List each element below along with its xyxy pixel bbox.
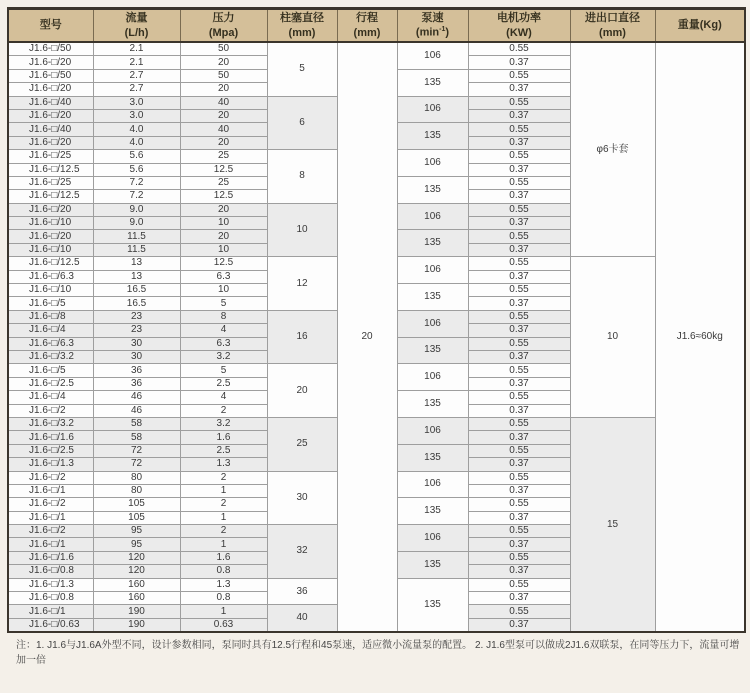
cell-pump-speed: 135	[397, 391, 468, 418]
cell-motor-power: 0.37	[468, 297, 570, 310]
cell-motor-power: 0.55	[468, 498, 570, 511]
cell-flow: 11.5	[93, 243, 180, 256]
cell-flow: 23	[93, 310, 180, 323]
cell-plunger-diameter: 20	[267, 364, 337, 418]
cell-flow: 30	[93, 350, 180, 363]
cell-model: J1.6-□/5	[8, 364, 93, 377]
cell-flow: 190	[93, 605, 180, 618]
cell-pressure: 2	[180, 471, 267, 484]
cell-flow: 105	[93, 511, 180, 524]
cell-model: J1.6-□/20	[8, 56, 93, 69]
cell-pressure: 40	[180, 123, 267, 136]
cell-flow: 2.7	[93, 83, 180, 96]
cell-model: J1.6-□/40	[8, 96, 93, 109]
cell-model: J1.6-□/1.3	[8, 458, 93, 471]
cell-motor-power: 0.37	[468, 618, 570, 632]
col-header-pump-speed: 泵速 $(\min^{-1})$	[397, 9, 468, 43]
cell-flow: 58	[93, 431, 180, 444]
cell-flow: 36	[93, 364, 180, 377]
cell-model: J1.6-□/25	[8, 176, 93, 189]
cell-flow: 58	[93, 417, 180, 430]
col-header-motor-power: 电机功率 (KW)	[468, 9, 570, 43]
cell-motor-power: 0.55	[468, 257, 570, 270]
col-header-flow: 流量 (L/h)	[93, 9, 180, 43]
cell-model: J1.6-□/1	[8, 538, 93, 551]
cell-port-diameter: 15	[570, 417, 655, 632]
cell-model: J1.6-□/10	[8, 243, 93, 256]
cell-pressure: 25	[180, 150, 267, 163]
cell-motor-power: 0.55	[468, 364, 570, 377]
cell-pump-speed: 135	[397, 551, 468, 578]
cell-plunger-diameter: 40	[267, 605, 337, 632]
cell-flow: 120	[93, 565, 180, 578]
cell-flow: 190	[93, 618, 180, 632]
cell-model: J1.6-□/1.6	[8, 431, 93, 444]
cell-model: J1.6-□/0.63	[8, 618, 93, 632]
cell-model: J1.6-□/3.2	[8, 417, 93, 430]
cell-pressure: 6.3	[180, 270, 267, 283]
col-header-pressure: 压力 (Mpa)	[180, 9, 267, 43]
col-header-weight: 重量(Kg)	[655, 9, 745, 43]
cell-model: J1.6-□/20	[8, 230, 93, 243]
cell-flow: 2.7	[93, 69, 180, 82]
cell-pressure: 6.3	[180, 337, 267, 350]
cell-pressure: 1	[180, 511, 267, 524]
cell-flow: 11.5	[93, 230, 180, 243]
cell-model: J1.6-□/50	[8, 42, 93, 56]
cell-pressure: 2.5	[180, 377, 267, 390]
cell-pressure: 50	[180, 42, 267, 56]
cell-motor-power: 0.55	[468, 551, 570, 564]
cell-model: J1.6-□/2	[8, 498, 93, 511]
cell-motor-power: 0.37	[468, 83, 570, 96]
cell-pressure: 4	[180, 324, 267, 337]
cell-model: J1.6-□/2.5	[8, 444, 93, 457]
cell-motor-power: 0.37	[468, 511, 570, 524]
cell-motor-power: 0.55	[468, 578, 570, 591]
header-row	[8, 9, 745, 43]
cell-pressure: 20	[180, 136, 267, 149]
cell-model: J1.6-□/8	[8, 310, 93, 323]
cell-model: J1.6-□/2	[8, 404, 93, 417]
cell-model: J1.6-□/1	[8, 605, 93, 618]
col-header-stroke: 行程 (mm)	[337, 9, 397, 43]
col-header-model: 型号	[8, 9, 93, 43]
cell-motor-power: 0.55	[468, 391, 570, 404]
cell-model: J1.6-□/1.3	[8, 578, 93, 591]
cell-motor-power: 0.37	[468, 592, 570, 605]
cell-model: J1.6-□/20	[8, 203, 93, 216]
cell-flow: 16.5	[93, 284, 180, 297]
cell-flow: 46	[93, 391, 180, 404]
cell-flow: 7.2	[93, 190, 180, 203]
cell-motor-power: 0.55	[468, 203, 570, 216]
cell-motor-power: 0.37	[468, 324, 570, 337]
cell-weight: J1.6≈60kg	[655, 42, 745, 632]
cell-plunger-diameter: 25	[267, 417, 337, 471]
cell-model: J1.6-□/0.8	[8, 565, 93, 578]
cell-motor-power: 0.55	[468, 176, 570, 189]
cell-pressure: 25	[180, 176, 267, 189]
cell-pressure: 5	[180, 364, 267, 377]
cell-motor-power: 0.55	[468, 525, 570, 538]
spec-sheet	[7, 7, 744, 666]
cell-motor-power: 0.55	[468, 310, 570, 323]
cell-motor-power: 0.37	[468, 109, 570, 122]
cell-plunger-diameter: 30	[267, 471, 337, 525]
cell-pressure: 1.3	[180, 458, 267, 471]
cell-motor-power: 0.55	[468, 69, 570, 82]
cell-pressure: 12.5	[180, 257, 267, 270]
cell-pressure: 2	[180, 525, 267, 538]
cell-pressure: 2	[180, 498, 267, 511]
cell-pump-speed: 106	[397, 525, 468, 552]
cell-motor-power: 0.37	[468, 56, 570, 69]
cell-model: J1.6-□/1	[8, 484, 93, 497]
cell-pressure: 2.5	[180, 444, 267, 457]
cell-motor-power: 0.55	[468, 96, 570, 109]
cell-pump-speed: 106	[397, 257, 468, 284]
cell-flow: 2.1	[93, 56, 180, 69]
cell-motor-power: 0.37	[468, 350, 570, 363]
footnote: 注：1. J1.6与J1.6A外型不同，设计参数相同，泵同时具有12.5行程和45泵速，适应微小流量泵的配置。 2. J1.6型泵可以做成2J1.6双联泵，在同等压力下，流量可增加一倍	[16, 640, 740, 667]
cell-pressure: 20	[180, 109, 267, 122]
cell-motor-power: 0.37	[468, 163, 570, 176]
cell-plunger-diameter: 5	[267, 42, 337, 96]
spec-table	[7, 7, 746, 633]
cell-motor-power: 0.37	[468, 377, 570, 390]
cell-model: J1.6-□/6.3	[8, 337, 93, 350]
cell-model: J1.6-□/25	[8, 150, 93, 163]
cell-model: J1.6-□/20	[8, 136, 93, 149]
cell-pressure: 4	[180, 391, 267, 404]
cell-flow: 5.6	[93, 163, 180, 176]
cell-pressure: 10	[180, 243, 267, 256]
cell-pressure: 10	[180, 217, 267, 230]
cell-pump-speed: 135	[397, 578, 468, 632]
cell-model: J1.6-□/6.3	[8, 270, 93, 283]
cell-pressure: 0.8	[180, 565, 267, 578]
cell-pressure: 2	[180, 404, 267, 417]
cell-pressure: 8	[180, 310, 267, 323]
cell-model: J1.6-□/4	[8, 324, 93, 337]
cell-motor-power: 0.55	[468, 605, 570, 618]
cell-plunger-diameter: 32	[267, 525, 337, 579]
cell-pressure: 1	[180, 484, 267, 497]
cell-model: J1.6-□/50	[8, 69, 93, 82]
cell-flow: 7.2	[93, 176, 180, 189]
cell-motor-power: 0.55	[468, 284, 570, 297]
cell-flow: 23	[93, 324, 180, 337]
cell-model: J1.6-□/3.2	[8, 350, 93, 363]
cell-pressure: 1.6	[180, 431, 267, 444]
cell-plunger-diameter: 16	[267, 310, 337, 364]
cell-motor-power: 0.55	[468, 444, 570, 457]
cell-motor-power: 0.55	[468, 150, 570, 163]
cell-flow: 13	[93, 257, 180, 270]
cell-plunger-diameter: 6	[267, 96, 337, 150]
cell-pressure: 50	[180, 69, 267, 82]
cell-plunger-diameter: 8	[267, 150, 337, 204]
cell-flow: 105	[93, 498, 180, 511]
cell-model: J1.6-□/12.5	[8, 190, 93, 203]
cell-motor-power: 0.55	[468, 123, 570, 136]
cell-motor-power: 0.55	[468, 42, 570, 56]
cell-motor-power: 0.37	[468, 136, 570, 149]
cell-flow: 72	[93, 444, 180, 457]
cell-model: J1.6-□/0.8	[8, 592, 93, 605]
cell-pressure: 20	[180, 203, 267, 216]
cell-model: J1.6-□/20	[8, 83, 93, 96]
cell-pressure: 10	[180, 284, 267, 297]
cell-motor-power: 0.37	[468, 243, 570, 256]
cell-pressure: 3.2	[180, 417, 267, 430]
cell-flow: 13	[93, 270, 180, 283]
cell-flow: 95	[93, 538, 180, 551]
cell-flow: 80	[93, 484, 180, 497]
cell-pump-speed: 135	[397, 176, 468, 203]
cell-model: J1.6-□/4	[8, 391, 93, 404]
cell-model: J1.6-□/2	[8, 525, 93, 538]
cell-pressure: 20	[180, 56, 267, 69]
cell-model: J1.6-□/12.5	[8, 163, 93, 176]
cell-flow: 72	[93, 458, 180, 471]
cell-flow: 46	[93, 404, 180, 417]
cell-stroke: 20	[337, 42, 397, 632]
cell-pump-speed: 135	[397, 123, 468, 150]
col-header-plunger-diameter: 柱塞直径 (mm)	[267, 9, 337, 43]
cell-motor-power: 0.55	[468, 230, 570, 243]
cell-model: J1.6-□/10	[8, 284, 93, 297]
cell-motor-power: 0.55	[468, 337, 570, 350]
cell-model: J1.6-□/1.6	[8, 551, 93, 564]
cell-model: J1.6-□/20	[8, 109, 93, 122]
cell-pump-speed: 135	[397, 230, 468, 257]
cell-flow: 80	[93, 471, 180, 484]
cell-pump-speed: 106	[397, 96, 468, 123]
cell-flow: 120	[93, 551, 180, 564]
cell-pressure: 1.6	[180, 551, 267, 564]
cell-motor-power: 0.37	[468, 190, 570, 203]
cell-plunger-diameter: 12	[267, 257, 337, 311]
cell-pump-speed: 135	[397, 498, 468, 525]
cell-motor-power: 0.37	[468, 270, 570, 283]
cell-flow: 30	[93, 337, 180, 350]
cell-model: J1.6-□/40	[8, 123, 93, 136]
cell-flow: 4.0	[93, 123, 180, 136]
cell-motor-power: 0.37	[468, 458, 570, 471]
cell-model: J1.6-□/2.5	[8, 377, 93, 390]
cell-flow: 2.1	[93, 42, 180, 56]
cell-pump-speed: 135	[397, 69, 468, 96]
cell-model: J1.6-□/12.5	[8, 257, 93, 270]
cell-pump-speed: 135	[397, 284, 468, 311]
cell-flow: 3.0	[93, 96, 180, 109]
cell-flow: 95	[93, 525, 180, 538]
cell-model: J1.6-□/10	[8, 217, 93, 230]
cell-pressure: 20	[180, 83, 267, 96]
table-body	[8, 42, 745, 632]
cell-pressure: 3.2	[180, 350, 267, 363]
cell-motor-power: 0.55	[468, 471, 570, 484]
cell-model: J1.6-□/5	[8, 297, 93, 310]
cell-pressure: 0.8	[180, 592, 267, 605]
cell-flow: 9.0	[93, 217, 180, 230]
table-row	[8, 42, 745, 56]
cell-plunger-diameter: 36	[267, 578, 337, 605]
cell-pressure: 12.5	[180, 190, 267, 203]
cell-motor-power: 0.37	[468, 431, 570, 444]
cell-plunger-diameter: 10	[267, 203, 337, 257]
cell-pump-speed: 135	[397, 444, 468, 471]
cell-pump-speed: 106	[397, 417, 468, 444]
cell-model: J1.6-□/2	[8, 471, 93, 484]
col-header-port-diameter: 进出口直径 (mm)	[570, 9, 655, 43]
cell-flow: 160	[93, 578, 180, 591]
cell-port-diameter: 10	[570, 257, 655, 418]
cell-pressure: 1.3	[180, 578, 267, 591]
cell-flow: 16.5	[93, 297, 180, 310]
table-header-row	[8, 9, 745, 43]
cell-pump-speed: 135	[397, 337, 468, 364]
cell-motor-power: 0.37	[468, 217, 570, 230]
cell-pump-speed: 106	[397, 310, 468, 337]
cell-model: J1.6-□/1	[8, 511, 93, 524]
cell-flow: 3.0	[93, 109, 180, 122]
cell-pump-speed: 106	[397, 203, 468, 230]
cell-pressure: 20	[180, 230, 267, 243]
cell-motor-power: 0.55	[468, 417, 570, 430]
cell-pump-speed: 106	[397, 364, 468, 391]
cell-pressure: 1	[180, 538, 267, 551]
cell-flow: 4.0	[93, 136, 180, 149]
cell-motor-power: 0.37	[468, 484, 570, 497]
cell-pressure: 40	[180, 96, 267, 109]
cell-pressure: 1	[180, 605, 267, 618]
cell-flow: 5.6	[93, 150, 180, 163]
cell-pump-speed: 106	[397, 150, 468, 177]
cell-pump-speed: 106	[397, 471, 468, 498]
cell-flow: 36	[93, 377, 180, 390]
cell-motor-power: 0.37	[468, 538, 570, 551]
cell-flow: 9.0	[93, 203, 180, 216]
cell-pressure: 12.5	[180, 163, 267, 176]
cell-motor-power: 0.37	[468, 404, 570, 417]
cell-pressure: 5	[180, 297, 267, 310]
cell-pump-speed: 106	[397, 42, 468, 69]
cell-flow: 160	[93, 592, 180, 605]
cell-motor-power: 0.37	[468, 565, 570, 578]
cell-pressure: 0.63	[180, 618, 267, 632]
cell-port-diameter: φ6卡套	[570, 42, 655, 257]
